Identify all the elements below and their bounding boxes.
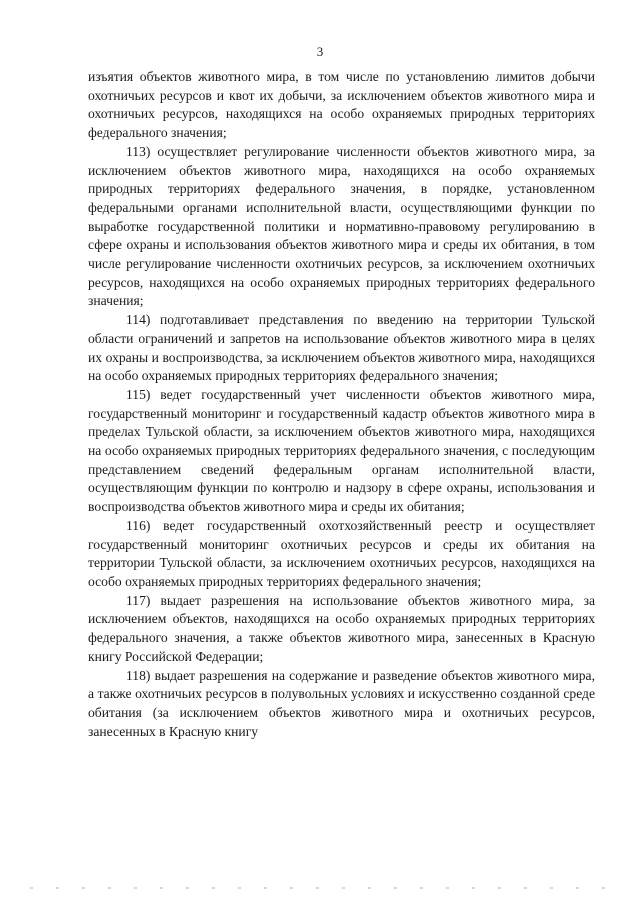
paragraph-118: 118) выдает разрешения на содержание и разведение объектов животного мира, а также охотничьих ресурсов в полувольных условиях и искусственно созданной среде обитания (за исключением объектов животного мира и охотничьих ресурсов, занесенных в Красную книгу bbox=[88, 667, 595, 739]
paragraph-116: 116) ведет государственный охотхозяйственный реестр и осуществляет государственный мониторинг охотничьих ресурсов и среды их обитания на территории Тульской области, за исключением охотничьих ресурсов, находящихся на особо охраняемых природных территориях федерального значения; bbox=[88, 517, 595, 589]
document-body bbox=[88, 68, 595, 741]
scan-artifact-line bbox=[30, 887, 620, 889]
paragraph-113: 113) осуществляет регулирование численности объектов животного мира, за исключением объектов животного мира, находящихся на особо охраняемых природных территориях федерального значения, в порядке, установленном федеральными органами исполнительной власти, осуществляющими функции по выработке государственной политики и нормативно-правовому регулированию в сфере охраны и использования объектов животного мира и среды их обитания, в том числе регулирование численности охотничьих ресурсов, за исключением охотничьих ресурсов, находящихся на особо охраняемых природных территориях федерального значения; bbox=[88, 143, 595, 309]
page-number: 3 bbox=[316, 44, 324, 59]
paragraph-117: 117) выдает разрешения на использование объектов животного мира, за исключением объектов, находящихся на особо охраняемых природных территориях федерального значения, а также объектов животного мира, занесенных в Красную книгу Российской Федерации; bbox=[88, 592, 595, 664]
paragraph-114: 114) подготавливает представления по введению на территории Тульской области ограничений и запретов на использование объектов животного мира в целях их охраны и воспроизводства, за исключением объектов животного мира, находящихся на особо охраняемых природных территориях федерального значения; bbox=[88, 312, 595, 384]
paragraph-continuation: изъятия объектов животного мира, в том числе по установлению лимитов добычи охотничьих ресурсов и квот их добычи, за исключением объектов животного мира и охотничьих ресурсов, находящихся на особо охраняемых природных территориях федерального значения; bbox=[88, 69, 595, 141]
paragraph-115: 115) ведет государственный учет численности объектов животного мира, государственный мониторинг и государственный кадастр объектов животного мира в пределах Тульской области, за исключением объектов животного мира, находящихся на особо охраняемых природных территориях федерального значения, с последующим представлением сведений федеральным органам исполнительной власти, осуществляющим функции по контролю и надзору в сфере охраны, использования и воспроизводства объектов животного мира и среды их обитания; bbox=[88, 386, 595, 515]
